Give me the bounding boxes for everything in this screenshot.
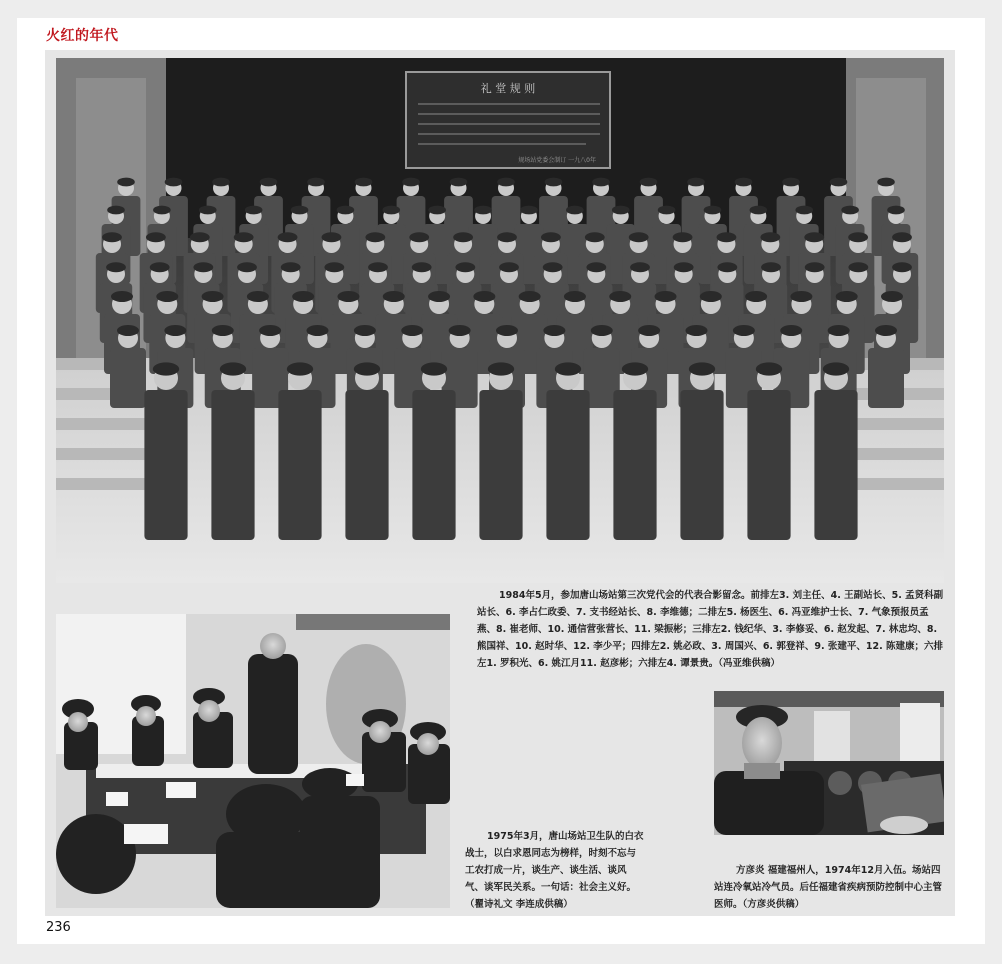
group-photo-caption: 1984年5月，参加唐山场站第三次党代会的代表合影留念。前排左3. 刘主任、4. 王副站长、5. 孟贤科副站长、6. 李占仁政委、7. 支书经站长、8. 李维德；二排左5. 杨医生、6. 冯亚维护士长、7. 气象预报员孟燕、8. 崔老师、10. 通信营张营长、11. 梁振彬；三排左2. 钱纪华、3. 李修妥、6. 赵发起、7. 林忠均、8. 熊国祥、10. 赵时华、12. 李少平；四排左2. 姚必政、3. 周国兴、6. 郭登祥、9. 张建平、12. 陈建康；六排左1. 罗积光、6. 姚江月11. 赵彦彬；六排左4. 谭景贵。（冯亚维供稿） bbox=[477, 590, 944, 669]
page-number: 236 bbox=[46, 920, 71, 935]
section-title: 火红的年代 bbox=[46, 28, 119, 44]
portrait-photo-image bbox=[714, 691, 944, 835]
rules-board-title: 礼 堂 规 则 bbox=[480, 82, 536, 95]
portrait-photo bbox=[714, 691, 944, 835]
group-photo-image bbox=[56, 58, 944, 583]
magazine-page bbox=[17, 18, 985, 944]
content-panel bbox=[45, 50, 955, 916]
meeting-photo bbox=[56, 614, 450, 908]
meeting-photo-image bbox=[56, 614, 450, 908]
portrait-photo-caption: 方彦炎 福建福州人，1974年12月入伍。场站四站连冷氧站冷气员。后任福建省疾病预防控制中心主管医师。（方彦炎供稿） bbox=[714, 865, 943, 910]
meeting-photo-caption: 1975年3月，唐山场站卫生队的白衣战士，以白求恩同志为榜样，时刻不忘与工农打成一片，谈生产、谈生活、谈风气、谈军民关系。一句话：社会主义好。（瞿诗礼文 李连成供稿） bbox=[465, 831, 644, 910]
group-photo bbox=[56, 58, 944, 583]
rules-board-signature: 规场站党委会制订 一九八0年 bbox=[518, 157, 596, 164]
